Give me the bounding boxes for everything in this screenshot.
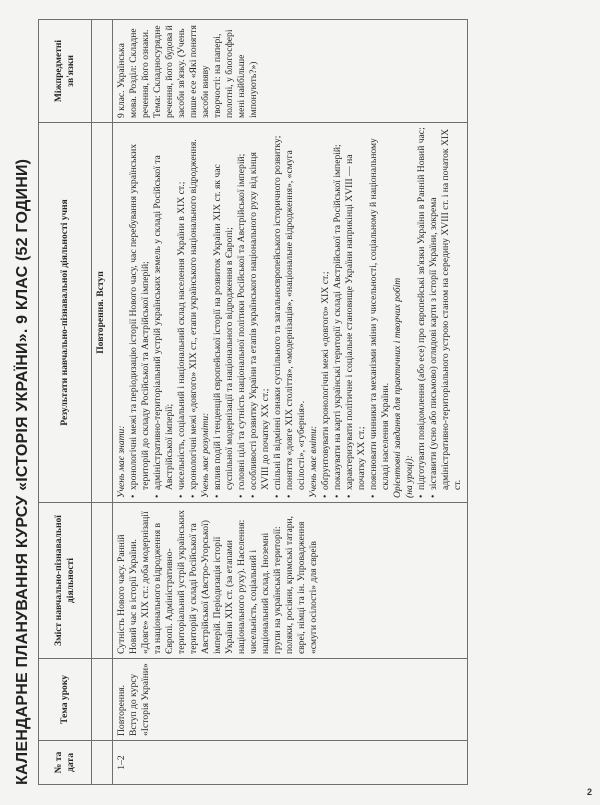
know-label: Учень має знати: [116,425,127,498]
list-item: • обґрунтовувати хронологічні межі «довгого» XIX ст.; [320,127,332,498]
understand-list [212,127,308,498]
know-list [128,127,200,498]
able-label: Учень має вміти: [308,425,319,498]
page-number: 2 [586,787,592,797]
page-title: КАЛЕНДАРНЕ ПЛАНУВАННЯ КУРСУ «ІСТОРІЯ УКРАЇНИ». 9 КЛАС (52 ГОДИНИ) [14,158,31,785]
planning-table [38,19,468,785]
list-item: • хронологічні межі та періодизацію історії Нового часу, час перебування українських територій до складу Російської та Австрійської імперій; [128,127,152,498]
table-row [113,20,468,785]
header-content: Зміст навчально-пізнавальної діяльності [39,503,92,659]
header-topic: Тема уроку [39,659,92,741]
header-inter: Міжпредметні зв'язки [39,20,92,123]
list-item: • спільні й відмінні ознаки суспільного та загальноєвропейського історичного розвитку; [272,127,284,498]
section-title: Повторення. Вступ [92,123,113,503]
list-item: • чисельність, соціальний і національний склад населення України в XIX ст.; [176,127,188,498]
list-item: • характеризувати політичне і соціальне становище України наприкінці XVIII — на початку XX ст.; [344,127,368,498]
understand-label: Учень має розуміти: [200,412,211,498]
practice-list [416,127,464,498]
list-item: • поняття «довге XIX століття», «модернізація», «національне відродження», «смуга осілості», «губернія». [284,127,308,498]
practice-sub: (на уроці): [404,455,415,498]
list-item: • зіставити (усно або письмово) оглядові карти з історії України, зокрема адміністративно-територіального устрою станом на середину XVIII ст. і на початок XIX ст. [428,127,464,498]
cell-inter: 9 клас. Українська мова. Розділ: Складне речення, його ознаки. Тема: Складносурядне речення, його будова й засоби зв'язку. (Учень пише есе «Які поняття засоби вияву творчості: на папері, полотні, у блогосфері мені найбільше імпонують?») [113,20,468,123]
list-item: • підготувати повідомлення (або есе) про європейські зв'язки України в Ранній Новий час; [416,127,428,498]
able-list [320,127,392,498]
cell-topic: Повторення. Вступ до курсу «Історія України» [113,659,468,741]
list-item: • вплив подій і тенденцій європейської історії на розвиток України XIX ст. як час суспільної модернізації та національного відродження в Європі; [212,127,236,498]
cell-num: 1–2 [113,741,468,785]
list-item: • пояснювати чинники та механізми зміни у чисельності, соціальному й національному складі населення України. [368,127,392,498]
section-row [92,20,113,785]
list-item: • головні цілі та сутність національної політики Російської та Австрійської імперій; [236,127,248,498]
list-item: • показувати на карті українські території у складі Австрійської та Російської імперій; [332,127,344,498]
cell-content: Сутність Нового часу. Ранній Новий час в історії України. «Довге» XIX ст.: доба модернізації та національного відродження в Європі. Адміністративно-територіальний устрій українських територій у складі Російської та Австрійської (Австро-Угорської) імперій. Періодизація історії України XIX ст. (за етапами національного руху). Населення: чисельність, соціальний і національний склад. Іноземні групи на українській території: поляки, росіяни, кримські татари, євреї, німці та ін. Упровадження «смуги осілості» для євреїв [113,503,468,659]
header-results: Результати навчально-пізнавальної діяльності учня [39,123,92,503]
cell-results [113,123,468,503]
list-item: • хронологічні межі «довгого» XIX ст., етапи українського національного відродження. [188,127,200,498]
header-num: № та дата [39,741,92,785]
list-item: • особливості розвитку України та етапів українського національного руху від кінця XVIII до початку XX ст.; [248,127,272,498]
practice-label: Орієнтовні завдання для практичних і творчих робіт [392,277,403,498]
list-item: • адміністративно-територіальний устрій українських земель у складі Російської та Австрійської імперії; [152,127,176,498]
table-header-row [39,20,92,785]
